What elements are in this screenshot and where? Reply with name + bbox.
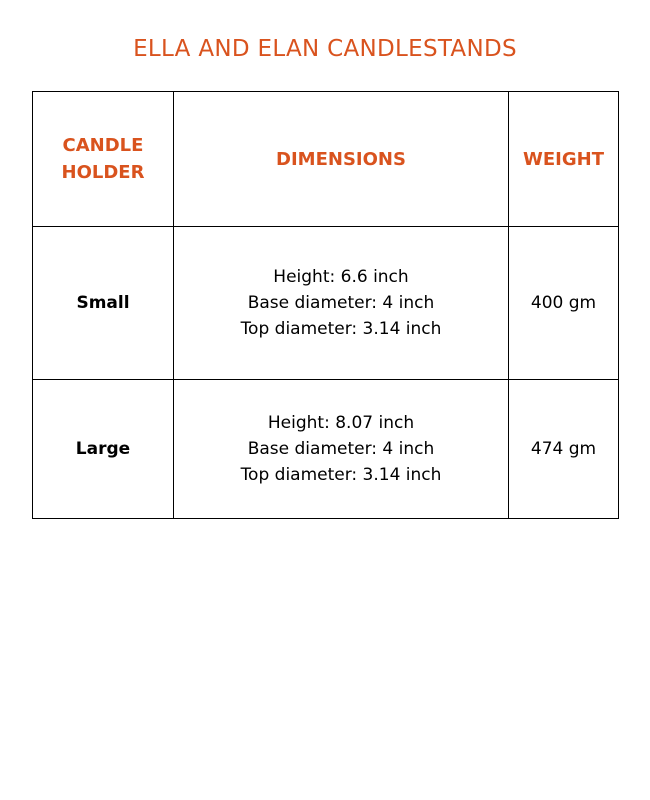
dimension-top-diameter: Top diameter: 3.14 inch [240,319,442,339]
dimensions-cell [174,227,509,380]
dimension-base-diameter: Base diameter: 4 inch [247,293,435,313]
page-title: ELLA AND ELAN CANDLESTANDS [133,36,517,62]
dimension-base-diameter: Base diameter: 4 inch [247,439,435,459]
header-candle-holder-line2: HOLDER [61,162,145,183]
holder-name-cell: Large [33,380,174,519]
holder-name-cell: Small [33,227,174,380]
header-candle-holder [33,92,174,227]
table-row [33,227,619,380]
candlestand-spec-table [32,91,619,519]
weight-cell: 474 gm [509,380,619,519]
dimensions-cell [174,380,509,519]
table-row [33,380,619,519]
header-weight: WEIGHT [509,92,619,227]
header-candle-holder-line1: CANDLE [62,135,144,156]
dimension-top-diameter: Top diameter: 3.14 inch [240,465,442,485]
weight-cell: 400 gm [509,227,619,380]
header-dimensions: DIMENSIONS [174,92,509,227]
table-header-row [33,92,619,227]
dimension-height: Height: 6.6 inch [273,267,409,287]
dimension-height: Height: 8.07 inch [267,413,415,433]
